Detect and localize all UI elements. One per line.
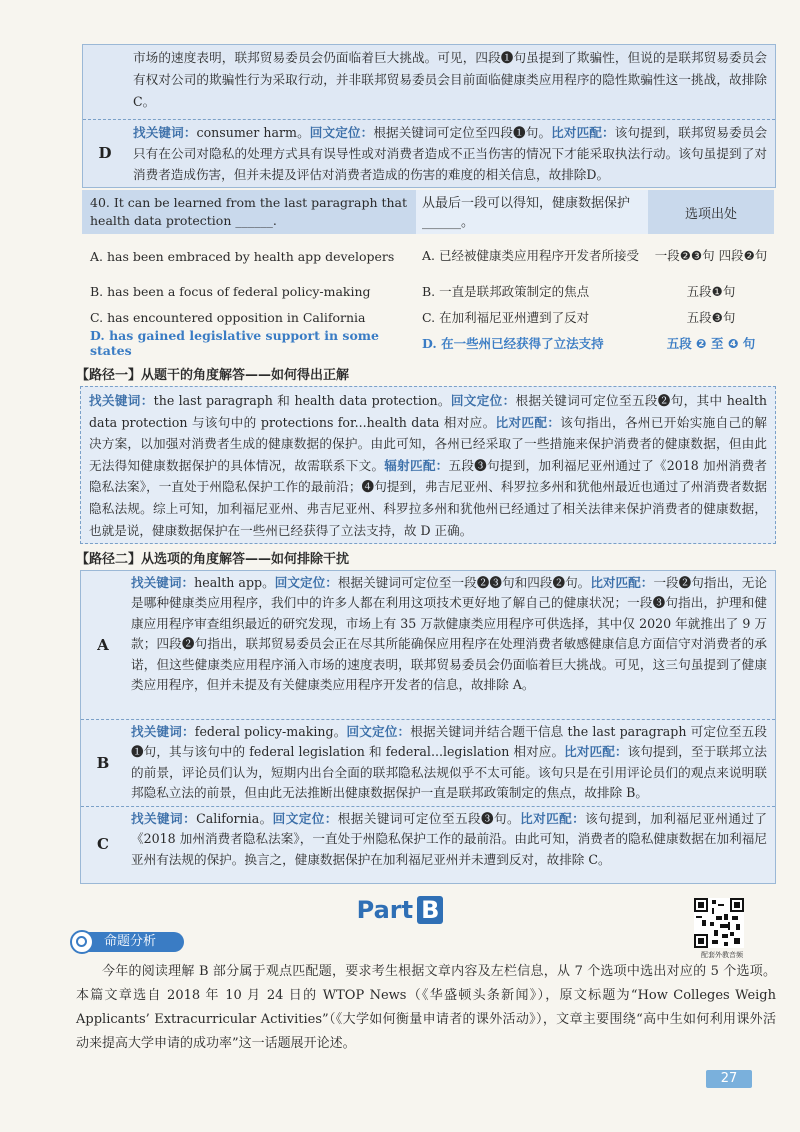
option-en: B. has been a focus of federal policy-making xyxy=(90,283,371,299)
option-cn: B. 一直是联邦政策制定的焦点 xyxy=(422,284,590,299)
keyword-label: 找关键词： xyxy=(133,125,197,140)
continued-analysis xyxy=(83,45,775,117)
match-label: 比对匹配： xyxy=(495,414,561,430)
magnifier-icon xyxy=(70,930,94,954)
option-source: 五段 ❷ 至 ❹ 句 xyxy=(666,336,756,351)
path2-title: 【路径二】从选项的角度解答——如何排除干扰 xyxy=(76,552,350,567)
question-stem-en: 40. It can be learned from the last paragraph that health data protection ______. xyxy=(90,195,408,228)
option-a-text xyxy=(125,571,775,719)
option-row-d-correct xyxy=(82,330,774,356)
analysis-tag xyxy=(66,930,186,954)
question-header-row xyxy=(82,190,774,234)
locate-label: 回文定位： xyxy=(309,125,374,140)
match-value: 该句提到，加利福尼亚州通过了《2018 加州消费者隐私法案》，一直处于州隐私保护工作的最前沿。由此可知，消费者的隐私健康数据在加利福尼亚州有法规的保护。换言之，健康数据保护在加利福尼亚州并未遭到反对，故排除 C。 xyxy=(131,811,768,867)
page-number: 27 xyxy=(706,1070,752,1088)
intro-paragraph: 今年的阅读理解 B 部分属于观点匹配题，要求考生根据文章内容及左栏信息，从 7 个选项中选出对应的 5 个选项。本篇文章选自 2018 年 10 月 24 日的 WTOP News（《华盛顿头条新闻》），原文标题为“How Colleges Weigh Applicants’ Extracurricular Activities”（《大学如何衡量申请者的课外活动》），文章主要围绕“高中生如何利用课外活动来提高大学申请的成功率”这一话题展开论述。 xyxy=(76,964,776,1051)
option-letter: C xyxy=(97,835,109,853)
option-cn: A. 已经被健康类应用程序开发者所接受 xyxy=(422,248,639,263)
part-b-letter: B xyxy=(417,896,443,924)
source-header: 选项出处 xyxy=(684,206,737,222)
match-value: 该句提到，联邦贸易委员会只有在公司对隐私的处理方式具有误导性或对消费者造成不正当伤害的情况下才能采取执法行动。该句虽提到了对消费者造成伤害，但并未提及评估对消费者造成的伤害的难度的相关信息，故排除D。 xyxy=(133,125,768,182)
keyword-label: 找关键词： xyxy=(131,724,195,739)
option-en: A. has been embraced by health app developers xyxy=(90,248,395,264)
option-row-c xyxy=(82,304,774,330)
locate-label: 回文定位： xyxy=(346,724,411,739)
part-b-prefix: Part xyxy=(356,896,414,924)
path2-analysis-box xyxy=(80,570,776,884)
keyword-label: 找关键词： xyxy=(131,811,197,826)
option-analysis-block-top xyxy=(82,44,776,188)
match-value: 该句指出，各州已开始实施自己的解决方案，以加强对消费者生成的健康数据的保护。由此可知，各州已经采取了一些措施来保护消费者的健康数据，但由此无法得知健康数据保护的具体情况，故需联系下文。 xyxy=(89,414,768,473)
radiate-value: 五段❸句提到，加利福尼亚州通过了《2018 加州消费者隐私法案》，一直处于州隐私保护工作的最前沿；❹句提到，弗吉尼亚州、科罗拉多州和犹他州最近也通过了州消费者数据隐私法规。综上可知，加利福尼亚州、弗吉尼亚州、科罗拉多州和犹他州已经通过了相关法律来保护消费者的健康数据，也就是说，健康数据保护在一些州已经获得了立法支持，故 D 正确。 xyxy=(89,457,768,538)
path1-title: 【路径一】从题干的角度解答——如何得出正解 xyxy=(76,368,350,383)
qr-caption: 配套外教音频 xyxy=(701,951,743,959)
option-b-text xyxy=(125,720,775,806)
locate-value: 根据关键词可定位至一段❷❸句和四段❷句。 xyxy=(337,575,591,590)
path1-text xyxy=(81,387,775,544)
locate-value: 根据关键词并结合题干信息 the last paragraph 可定位至五段❶句，其与该句中的 federal legislation 和 federal...legislation 相对应。 xyxy=(131,724,768,760)
keyword-value: California。 xyxy=(196,811,273,826)
continued-analysis-text: 市场的速度表明，联邦贸易委员会仍面临着巨大挑战。可见，四段❶句虽提到了欺骗性，但说的是联邦贸易委员会有权对公司的欺骗性行为采取行动，并非联邦贸易委员会目前面临健康类应用程序的隐性欺骗性这一挑战，故排除 C。 xyxy=(133,50,767,109)
option-c-analysis xyxy=(81,807,775,881)
path1-analysis-box xyxy=(80,386,776,544)
option-source: 五段❸句 xyxy=(686,310,736,325)
locate-label: 回文定位： xyxy=(274,575,338,590)
keyword-value: consumer harm。 xyxy=(196,125,310,140)
option-a-analysis xyxy=(81,571,775,720)
locate-label: 回文定位： xyxy=(450,393,516,408)
option-cn: C. 在加利福尼亚州遭到了反对 xyxy=(422,310,590,325)
option-en: D. has gained legislative support in some states xyxy=(90,328,379,358)
locate-value: 根据关键词可定位至四段❶句。 xyxy=(373,125,552,140)
option-row-a xyxy=(82,234,774,278)
question-40-table xyxy=(82,190,774,356)
match-label: 比对匹配： xyxy=(564,744,628,760)
option-b-analysis xyxy=(81,720,775,807)
option-row-b xyxy=(82,278,774,304)
option-letter: A xyxy=(97,636,109,654)
locate-label: 回文定位： xyxy=(272,811,338,826)
radiate-label: 辐射匹配： xyxy=(384,457,449,473)
locate-value: 根据关键词可定位至五段❸句。 xyxy=(337,811,521,826)
option-d-analysis xyxy=(83,119,775,186)
keyword-label: 找关键词： xyxy=(131,575,195,590)
option-d-text xyxy=(127,120,775,186)
keyword-value: the last paragraph 和 health data protection。 xyxy=(153,393,451,408)
keyword-label: 找关键词： xyxy=(89,393,154,408)
match-label: 比对匹配： xyxy=(590,575,654,590)
part-b-heading xyxy=(0,896,800,924)
option-letter: B xyxy=(96,754,110,772)
option-c-text xyxy=(125,807,775,881)
keyword-value: health app。 xyxy=(194,575,275,590)
analysis-tag-label: 命题分析 xyxy=(80,932,184,952)
keyword-value: federal policy-making。 xyxy=(194,724,347,739)
match-value: 一段❷句指出，无论是哪种健康类应用程序，我们中的许多人都在利用这项技术更好地了解自己的健康状况；一段❸句指出，护理和健康应用程序审查组织最近的研究发现，市场上有 35 万款健康类应用程序可供选择，其中仅 2020 年就推出了 9 万款；四段❷句指出，联邦贸易委员会正在尽其所能确保应用程序在处理消费者敏感健康信息方面信守对消费者的承诺，但这些健康类应用程序涌入市场的速度表明，联邦贸易委员会仍面临着巨大挑战。可见，这三句虽提到了健康类应用程序，但并未提及有关健康类应用程序开发者的信息，故排除 A。 xyxy=(131,575,768,693)
option-letter: D xyxy=(98,144,112,162)
question-stem-cn: 从最后一段可以得知，健康数据保护______。 xyxy=(416,190,648,234)
match-value: 该句提到，至于联邦立法的前景，评论员们认为，短期内出台全面的联邦隐私法规似乎不太可能。该句只是在引用评论员们的观点来说明联邦隐私立法的前景，但由此无法推断出健康数据保护一直是联邦政策制定的焦点，故排除 B。 xyxy=(131,744,767,801)
option-en: C. has encountered opposition in California xyxy=(90,309,366,325)
qr-code-icon xyxy=(694,898,744,948)
match-label: 比对匹配： xyxy=(551,125,615,140)
locate-value: 根据关键词可定位至五段❷句，其中 health data protection 与该句中的 protections for...health data 相对应。 xyxy=(89,393,768,430)
option-source: 五段❶句 xyxy=(686,284,736,299)
match-label: 比对匹配： xyxy=(520,811,586,826)
option-cn: D. 在一些州已经获得了立法支持 xyxy=(422,336,604,351)
option-source: 一段❷❸句 四段❷句 xyxy=(654,248,768,263)
